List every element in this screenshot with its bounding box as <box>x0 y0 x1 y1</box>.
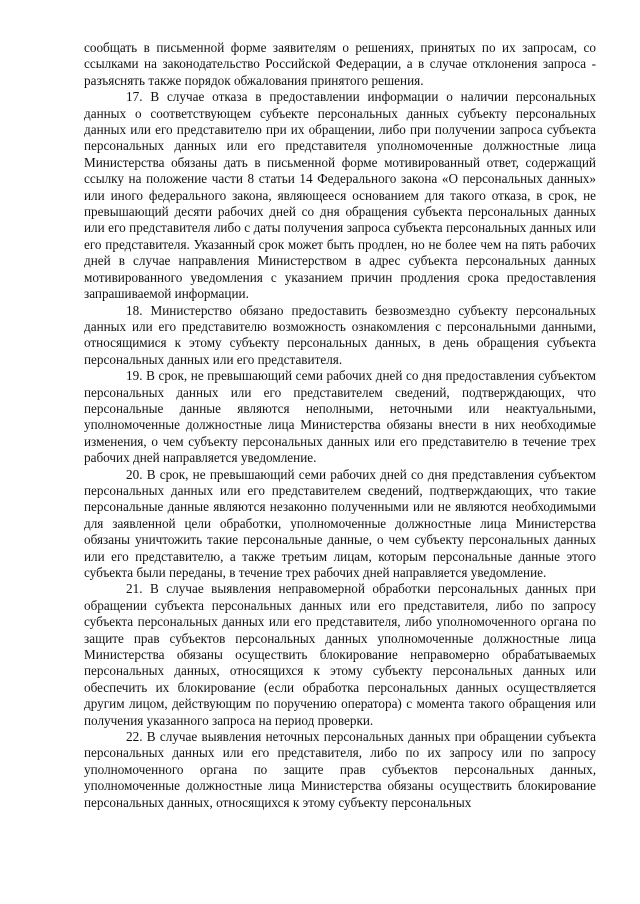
paragraph-19: 19. В срок, не превышающий семи рабочих дней со дня предоставления субъектом персональных данных или его представителем сведений, подтверждающих, что персональные данные являются неполными, неточными или неактуальными, уполномоченные должностные лица Министерства обязаны внести в них необходимые изменения, о чем субъекту персональных данных или его представителю в течение трех рабочих дней направляется уведомление. <box>84 368 596 466</box>
paragraph-21: 21. В случае выявления неправомерной обработки персональных данных при обращении субъекта персональных данных или его представителя, либо по запросу субъекта персональных данных или его представителя, либо уполномоченного органа по защите прав субъектов персональных данных уполномоченные должностные лица Министерства обязаны осуществить блокирование неправомерно обрабатываемых персональных данных, относящихся к этому субъекту персональных данных или обеспечить их блокирование (если обработка персональных данных осуществляется другим лицом, действующим по поручению оператора) с момента такого обращения или получения указанного запроса на период проверки. <box>84 581 596 728</box>
paragraph-20: 20. В срок, не превышающий семи рабочих дней со дня представления субъектом персональных данных или его представителем сведений, подтверждающих, что такие персональные данные являются незаконно полученными или не являются необходимыми для заявленной цели обработки, уполномоченные должностные лица Министерства обязаны уничтожить такие персональные данные, о чем субъекту персональных данных или его представителю, а также третьим лицам, которым персональные данные этого субъекта были переданы, в течение трех рабочих дней направляется уведомление. <box>84 466 596 580</box>
paragraph-continuation: сообщать в письменной форме заявителям о решениях, принятых по их запросам, со ссылками на законодательство Российской Федерации, а в случае отклонения запроса - разъяснять также порядок обжалования принятого решения. <box>84 40 596 88</box>
paragraph-18: 18. Министерство обязано предоставить безвозмездно субъекту персональных данных или его представителю возможность ознакомления с персональными данными, относящимися к этому субъекту персональных данных, в день обращения субъекта персональных данных или его представителя. <box>84 302 596 367</box>
paragraph-17: 17. В случае отказа в предоставлении информации о наличии персональных данных о соответствующем субъекте персональных данных субъекту персональных данных или его представителю при их обращении, либо при получении запроса субъекта персональных данных или его представителя уполномоченные должностные лица Министерства обязаны дать в письменной форме мотивированный ответ, содержащий ссылку на положение части 8 статьи 14 Федерального закона «О персональных данных» или иного федерального закона, являющееся основанием для такого отказа, в срок, не превышающий десяти рабочих дней со дня обращения субъекта персональных данных или его представителя либо с даты получения запроса субъекта персональных данных или его представителя. Указанный срок может быть продлен, но не более чем на пять рабочих дней в случае направления Министерством в адрес субъекта персональных данных мотивированного уведомления с указанием причин продления срока предоставления запрашиваемой информации. <box>84 89 596 302</box>
paragraph-22: 22. В случае выявления неточных персональных данных при обращении субъекта персональных данных или его представителя, либо по их запросу или по запросу уполномоченного органа по защите прав субъектов персональных данных, уполномоченные должностные лица Министерства обязаны осуществить блокирование персональных данных, относящихся к этому субъекту персональных <box>84 729 596 810</box>
document-page <box>84 40 596 811</box>
